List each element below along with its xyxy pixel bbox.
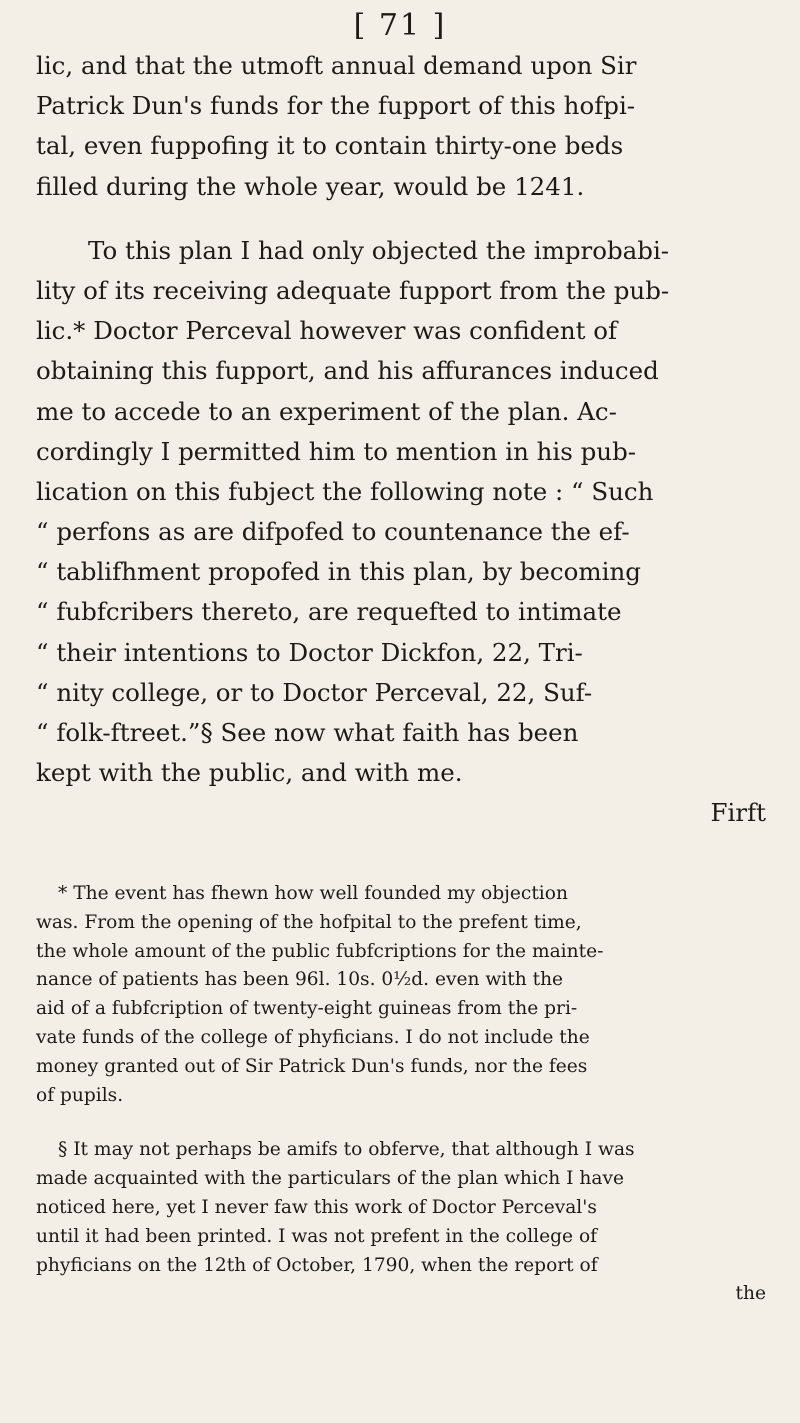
footnote-section xyxy=(36,1136,772,1280)
footnote-line: noticed here, yet I never faw this work of Doctor Perceval's xyxy=(36,1196,597,1218)
text-line xyxy=(36,46,772,86)
text-line xyxy=(36,86,772,126)
text-line: cordingly I permitted him to mention in his pub- xyxy=(36,436,637,466)
paragraph-1 xyxy=(36,46,772,207)
text-line: “ fubfcribers thereto, are requefted to intimate xyxy=(36,597,622,627)
text-line: filled during the whole year, would be 1241. xyxy=(36,171,585,201)
line-text: Patrick Dun's funds for the fupport of this hofpi- xyxy=(36,91,636,121)
text-line: “ perfons as are difpofed to countenance the ef- xyxy=(36,517,630,547)
text-line: “ nity college, or to Doctor Perceval, 22, Suf- xyxy=(36,677,593,707)
footnote-asterisk xyxy=(36,880,772,1110)
text-line: kept with the public, and with me. xyxy=(36,758,463,788)
footnote-line: money granted out of Sir Patrick Dun's funds, nor the fees xyxy=(36,1055,588,1077)
footnote-line: made acquainted with the particulars of the plan which I have xyxy=(36,1168,624,1190)
footnote-line: of pupils. xyxy=(36,1084,124,1106)
text-line: lic.* Doctor Perceval however was confident of xyxy=(36,316,618,346)
text-line: “ tablifhment propofed in this plan, by becoming xyxy=(36,557,641,587)
footnote-line: § It may not perhaps be amifs to obferve, that although I was xyxy=(58,1139,635,1161)
text-line: To this plan I had only objected the improbabi- xyxy=(88,235,670,265)
footnote-line: phyficians on the 12th of October, 1790, when the report of xyxy=(36,1254,598,1276)
footnote-line: vate funds of the college of phyficians. I do not include the xyxy=(36,1026,590,1048)
footnote-line: nance of patients has been 96l. 10s. 0½d. even with the xyxy=(36,969,564,991)
text-line: “ their intentions to Doctor Dickfon, 22, Tri- xyxy=(36,637,583,667)
footnote-line: * The event has fhewn how well founded my objection xyxy=(58,883,568,904)
text-line: me to accede to an experiment of the plan. Ac- xyxy=(36,396,617,426)
catchword-footnote: the xyxy=(735,1283,766,1305)
line-text: lic, and that the utmoft annual demand upon Sir xyxy=(36,51,637,80)
footnote-line: aid of a fubfcription of twenty-eight guineas from the pri- xyxy=(36,998,578,1020)
text-line: lity of its receiving adequate fupport from the pub- xyxy=(36,275,670,305)
text-line: “ folk-ftreet.”§ See now what faith has been xyxy=(36,718,579,747)
main-text xyxy=(36,46,772,834)
footnote-line: the whole amount of the public fubfcriptions for the mainte- xyxy=(36,940,604,962)
footnotes xyxy=(36,880,772,1309)
footnote-line: until it had been printed. I was not prefent in the college of xyxy=(36,1225,598,1247)
line-text: tal, even fuppofing it to contain thirty-one beds xyxy=(36,131,624,161)
page-header: [ 71 ] xyxy=(353,8,447,43)
footnote-line: was. From the opening of the hofpital to the prefent time, xyxy=(36,911,582,933)
text-line: lication on this fubject the following note : “ Such xyxy=(36,476,654,506)
catchword: Firft xyxy=(710,798,766,828)
text-line xyxy=(36,126,772,166)
text-line: obtaining this fupport, and his affurances induced xyxy=(36,356,659,386)
paragraph-2 xyxy=(36,231,772,794)
